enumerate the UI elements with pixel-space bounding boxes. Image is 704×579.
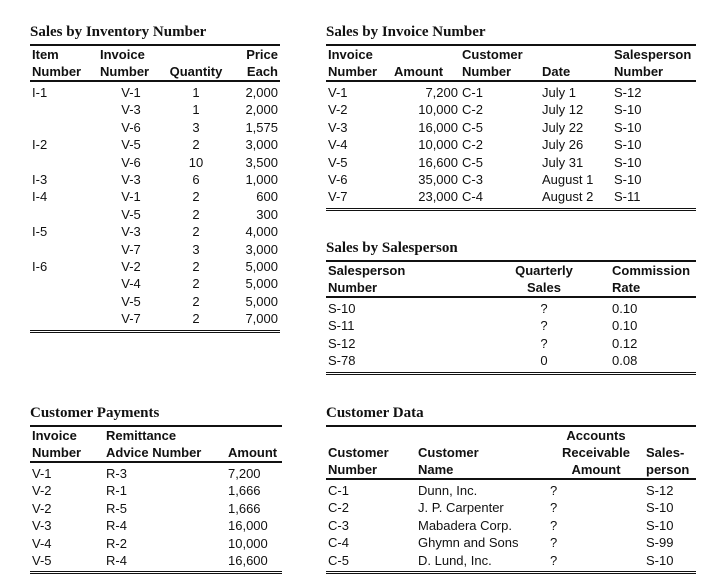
inventory-cell: I-6 [32,259,48,275]
invoice-cell: V-6 [328,172,348,188]
customer-cell: Ghymn and Sons [418,535,519,551]
invoice-cell: C-3 [462,172,483,188]
inventory-cell: 2 [192,293,200,309]
inventory-cell: I-2 [32,137,48,153]
payments-cell: V-2 [32,483,52,499]
inventory-section [30,24,280,333]
payments-cell: R-5 [106,500,127,516]
payments-header-row [30,426,282,444]
inventory-cell: 2 [192,259,200,275]
inventory-row [30,223,280,240]
payments-column-header [226,426,282,444]
inventory-cell: V-5 [121,206,141,222]
invoice-cell: August 1 [542,172,594,188]
customer-cell: ? [550,535,558,551]
customer-cell: S-10 [646,517,674,533]
inventory-cell: V-6 [121,119,141,135]
invoice-cell: C-2 [462,102,483,118]
invoice-cell: C-1 [460,81,540,101]
payments-cell: V-1 [30,462,104,482]
inventory-column-header: Invoice [98,45,164,63]
payments-cell: 7,200 [226,462,282,482]
inventory-cell: 5,000 [245,276,278,292]
payments-cell: V-3 [32,518,52,534]
payments-column-header: Remittance [104,426,226,444]
inventory-cell: 5,000 [245,259,278,275]
invoice-row [326,119,696,136]
customer-cell: ? [548,479,644,499]
inventory-cell: 6 [192,172,200,188]
inventory-cell: 5,000 [245,293,278,309]
invoice-column-header: Number [326,63,392,81]
salesperson-cell: ? [540,335,548,351]
customer-column-header [644,426,696,444]
payments-title: Customer Payments [30,405,160,421]
inventory-row [30,258,280,275]
inventory-cell: I-5 [32,224,48,240]
payments-cell: R-2 [106,535,127,551]
invoice-column-header: Invoice [326,45,392,63]
invoice-cell: S-11 [612,188,696,209]
inventory-cell: 3,500 [245,154,278,170]
invoice-row [326,188,696,209]
inventory-cell: V-3 [121,172,141,188]
inventory-cell: I-1 [30,81,98,101]
invoice-cell: V-5 [328,154,348,170]
inventory-cell [30,154,98,171]
payments-cell: V-2 [32,500,52,516]
inventory-row [30,275,280,292]
inventory-cell: V-5 [121,137,141,153]
salesperson-column-header: Number [326,279,478,297]
inventory-cell: 600 [256,189,278,205]
inventory-cell: 2 [192,276,200,292]
invoice-cell: July 22 [542,119,584,135]
invoice-column-header [392,45,460,63]
inventory-row [30,81,280,101]
inventory-row [30,171,280,188]
invoice-cell: V-7 [326,188,392,209]
inventory-cell: 2 [192,206,200,222]
invoice-cell: 35,000 [418,172,458,188]
payments-column-header: Amount [226,444,282,462]
inventory-cell: V-6 [121,154,141,170]
salesperson-title: Sales by Salesperson [326,240,458,256]
inventory-cell: 10 [188,154,204,170]
payments-row [30,517,282,534]
inventory-cell: 300 [256,206,278,222]
invoice-cell: 16,600 [418,154,458,170]
inventory-row [30,136,280,153]
payments-cell: R-3 [104,462,226,482]
customer-cell: ? [548,552,644,573]
customer-title: Customer Data [326,405,424,421]
salesperson-column-header: Salesperson [326,261,478,279]
salesperson-row [326,297,696,317]
customer-header-row [326,444,696,461]
inventory-cell: 7,000 [228,310,280,331]
inventory-cell: 3 [192,119,200,135]
invoice-header-row [326,63,696,81]
invoice-cell: July 26 [542,137,584,153]
invoice-column-header: Number [612,63,696,81]
inventory-cell: 2 [192,137,200,153]
customer-table [326,425,696,574]
customer-header-row [326,426,696,444]
payments-cell: R-1 [106,483,127,499]
invoice-cell: C-5 [462,154,483,170]
customer-cell: Mabadera Corp. [418,517,512,533]
salesperson-row [326,335,696,352]
salesperson-cell: S-11 [328,318,355,334]
invoice-cell: S-10 [614,119,642,135]
payments-row [30,552,282,573]
customer-cell: C-3 [328,517,349,533]
inventory-cell: 4,000 [245,224,278,240]
inventory-column-header: Price [228,45,280,63]
customer-cell: ? [550,517,558,533]
inventory-cell [30,101,98,118]
payments-column-header: Advice Number [104,444,226,462]
payments-cell: 16,600 [226,552,282,573]
inventory-cell: V-3 [121,102,141,118]
payments-cell: 1,666 [228,500,261,516]
customer-cell: Dunn, Inc. [416,479,548,499]
payments-row [30,500,282,517]
inventory-cell: 2 [164,310,228,331]
inventory-column-header [164,45,228,63]
customer-row [326,499,696,516]
payments-section [30,405,282,574]
payments-header-row [30,444,282,462]
inventory-cell: 3,000 [245,137,278,153]
invoice-column-header: Customer [460,45,540,63]
salesperson-row [326,352,696,373]
salesperson-row [326,317,696,334]
invoice-header-row [326,45,696,63]
salesperson-cell: ? [478,297,610,317]
inventory-row [30,101,280,118]
inventory-cell: V-7 [121,241,141,257]
invoice-cell: C-4 [460,188,540,209]
customer-cell: ? [550,500,558,516]
salesperson-cell: S-10 [326,297,478,317]
inventory-cell: 2 [192,189,200,205]
customer-column-header: person [644,461,696,479]
invoice-section [326,24,696,211]
salesperson-header-row [326,279,696,297]
customer-cell: C-1 [326,479,416,499]
customer-section [326,405,696,574]
inventory-cell: 3 [192,241,200,257]
inventory-column-header: Item [30,45,98,63]
salesperson-table [326,260,696,375]
inventory-row [30,293,280,310]
invoice-row [326,136,696,153]
invoice-column-header: Date [540,63,612,81]
inventory-column-header: Each [228,63,280,81]
customer-cell: S-10 [644,552,696,573]
salesperson-cell: 0 [478,352,610,373]
customer-row [326,479,696,499]
inventory-cell: V-5 [121,293,141,309]
salesperson-cell: ? [540,318,548,334]
invoice-cell: C-5 [462,119,483,135]
customer-header-row [326,461,696,479]
invoice-cell: July 12 [542,102,584,118]
inventory-table [30,44,280,333]
payments-table [30,425,282,574]
payments-row [30,462,282,482]
invoice-cell: S-10 [614,102,642,118]
inventory-cell: V-7 [98,310,164,331]
invoice-title: Sales by Invoice Number [326,24,486,40]
invoice-cell: S-10 [614,137,642,153]
invoice-cell: V-2 [328,102,348,118]
inventory-title: Sales by Inventory Number [30,24,207,40]
salesperson-column-header: Rate [610,279,696,297]
customer-column-header: Customer [328,445,389,460]
customer-cell: S-12 [644,479,696,499]
payments-column-header: Invoice [30,426,104,444]
inventory-cell: 1 [192,102,200,118]
invoice-cell: 10,000 [418,137,458,153]
invoice-column-header: Number [460,63,540,81]
customer-cell: S-10 [646,500,674,516]
inventory-cell: 3,000 [245,241,278,257]
invoice-column-header: Salesperson [612,45,696,63]
customer-cell: C-2 [328,500,349,516]
invoice-column-header: Amount [392,63,460,81]
invoice-cell: August 2 [540,188,612,209]
payments-row [30,535,282,552]
inventory-column-header: Number [98,63,164,81]
payments-cell: V-4 [32,535,52,551]
inventory-cell: V-1 [98,81,164,101]
salesperson-cell: 0.12 [612,335,638,351]
customer-column-header: Sales- [646,445,685,460]
salesperson-cell: S-78 [326,352,478,373]
inventory-header-row [30,45,280,63]
salesperson-column-header: Sales [478,279,610,297]
salesperson-header-row [326,261,696,279]
inventory-header-row [30,63,280,81]
inventory-cell: 2,000 [245,102,278,118]
customer-column-header: Amount [548,461,644,479]
inventory-cell: 2,000 [228,81,280,101]
inventory-cell [30,310,98,331]
inventory-cell [30,119,98,136]
inventory-row [30,119,280,136]
customer-cell: D. Lund, Inc. [416,552,548,573]
invoice-cell: 16,000 [418,119,458,135]
inventory-cell: 1 [164,81,228,101]
inventory-cell: V-4 [121,276,141,292]
invoice-cell: V-1 [326,81,392,101]
inventory-cell: 1,575 [245,119,278,135]
invoice-cell: S-10 [614,154,642,170]
invoice-cell: C-2 [462,137,483,153]
salesperson-cell: 0.10 [612,318,638,334]
invoice-cell: July 31 [542,154,584,170]
inventory-row [30,188,280,205]
inventory-row [30,241,280,258]
payments-row [30,482,282,499]
salesperson-section [326,240,696,375]
salesperson-column-header: Commission [610,261,696,279]
customer-row [326,534,696,551]
inventory-cell: V-2 [121,259,141,275]
payments-cell: 1,666 [228,483,261,499]
salesperson-column-header: Quarterly [478,261,610,279]
invoice-column-header [540,45,612,63]
customer-column-header [416,426,548,444]
inventory-cell: I-4 [32,189,48,205]
inventory-cell: I-3 [32,172,48,188]
invoice-row [326,81,696,101]
invoice-table [326,44,696,211]
invoice-cell: 23,000 [392,188,460,209]
inventory-cell: 1,000 [245,172,278,188]
customer-row [326,552,696,573]
invoice-row [326,154,696,171]
inventory-cell: V-3 [121,224,141,240]
inventory-column-header: Number [30,63,98,81]
salesperson-cell: 0.10 [610,297,696,317]
inventory-cell [30,293,98,310]
invoice-row [326,101,696,118]
salesperson-cell: S-12 [328,335,356,351]
customer-row [326,517,696,534]
payments-cell: R-4 [106,518,127,534]
salesperson-cell: 0.08 [610,352,696,373]
invoice-cell: S-10 [614,172,642,188]
payments-cell: 10,000 [228,535,268,551]
customer-column-header: Receivable [562,445,630,460]
invoice-cell: July 1 [540,81,612,101]
customer-column-header [326,426,416,444]
inventory-cell: 2 [192,224,200,240]
invoice-row [326,171,696,188]
payments-column-header: Number [30,444,104,462]
inventory-row [30,310,280,331]
customer-column-header: Customer [418,445,479,460]
customer-column-header: Name [416,461,548,479]
invoice-cell: S-12 [612,81,696,101]
inventory-cell: V-1 [121,189,141,205]
customer-cell: C-4 [328,535,349,551]
customer-column-header: Accounts [548,426,644,444]
customer-cell: S-99 [646,535,674,551]
payments-cell: R-4 [104,552,226,573]
inventory-row [30,206,280,223]
invoice-cell: V-4 [328,137,348,153]
inventory-cell [30,206,98,223]
invoice-cell: 10,000 [418,102,458,118]
customer-cell: C-5 [326,552,416,573]
inventory-cell [30,275,98,292]
customer-cell: J. P. Carpenter [418,500,504,516]
inventory-column-header: Quantity [164,63,228,81]
payments-cell: 16,000 [228,518,268,534]
invoice-cell: V-3 [328,119,348,135]
inventory-cell [30,241,98,258]
payments-cell: V-5 [30,552,104,573]
customer-column-header: Number [326,461,416,479]
inventory-row [30,154,280,171]
invoice-cell: 7,200 [392,81,460,101]
